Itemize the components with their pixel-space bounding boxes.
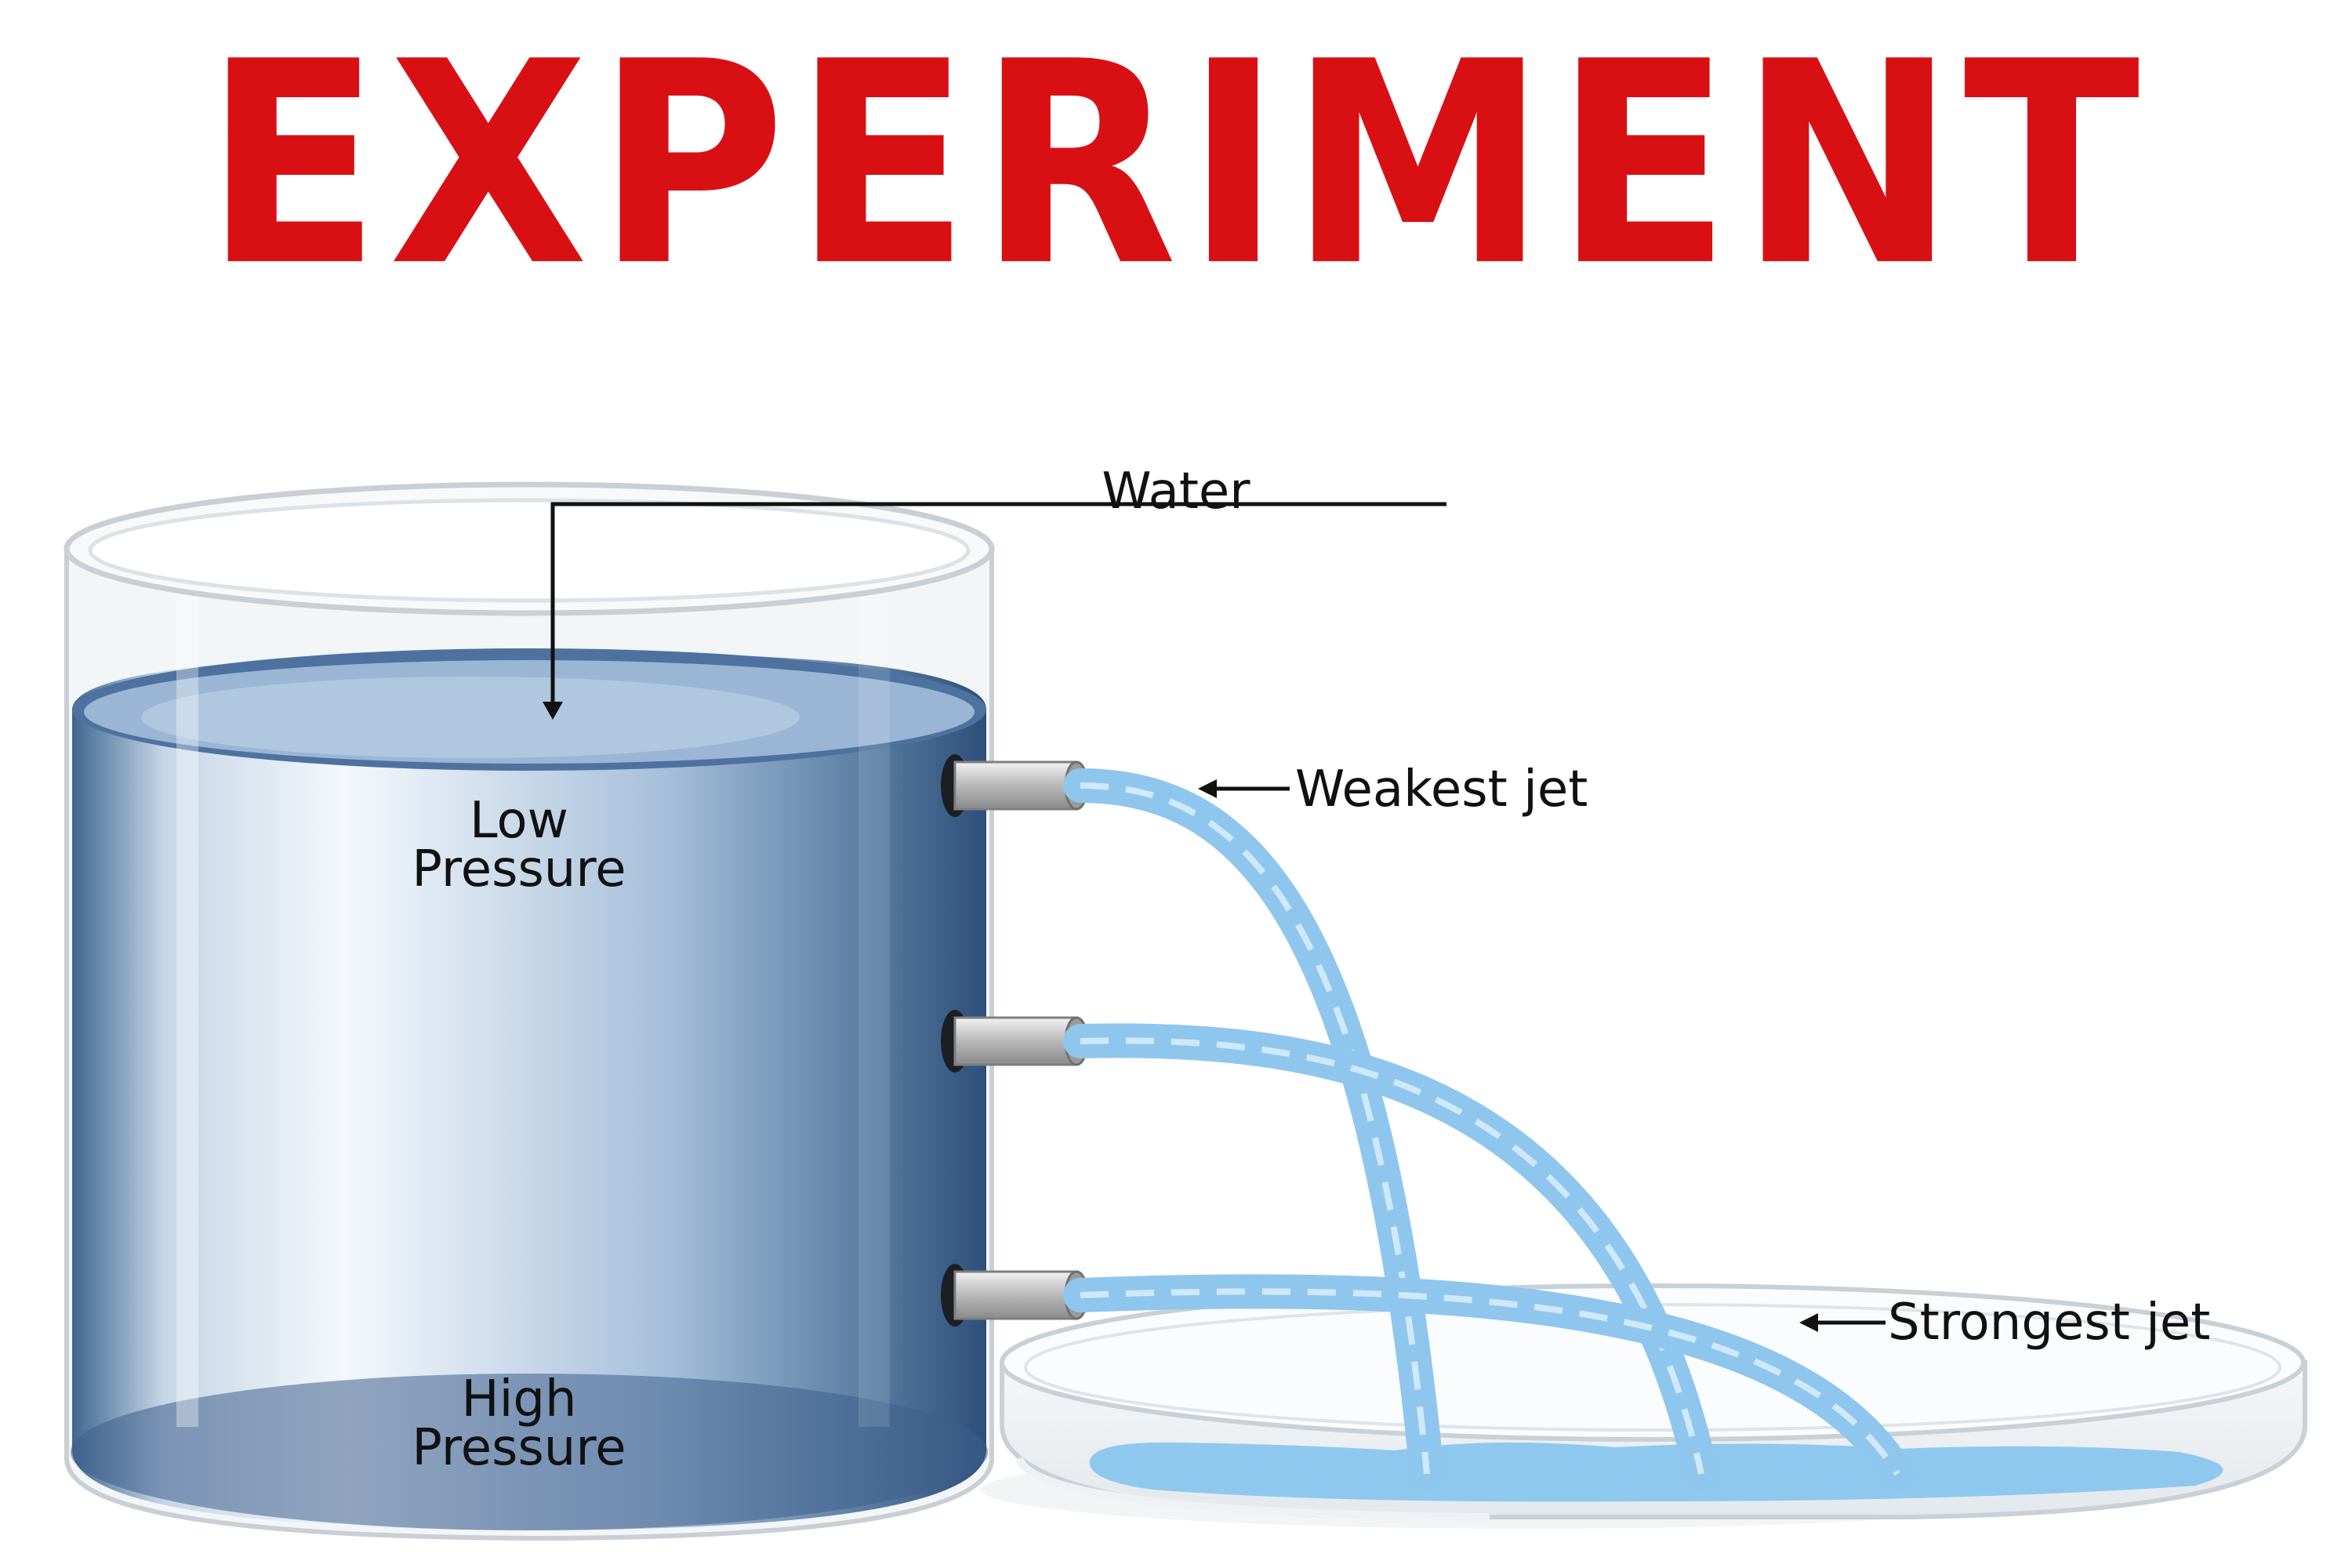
page-title: EXPERIMENT xyxy=(204,2,2148,328)
low-pressure-label-line1: Low xyxy=(469,792,569,850)
strongest-jet-label: Strongest jet xyxy=(1888,1294,2211,1352)
collected-water xyxy=(1090,1443,2223,1502)
high-pressure-label-line2: Pressure xyxy=(412,1419,626,1477)
weakest-jet-arrow xyxy=(1198,779,1290,798)
weakest-jet-label: Weakest jet xyxy=(1295,760,1588,818)
high-pressure-label-line1: High xyxy=(461,1370,577,1428)
water-label: Water xyxy=(1102,463,1250,521)
low-pressure-label-line2: Pressure xyxy=(412,840,626,898)
